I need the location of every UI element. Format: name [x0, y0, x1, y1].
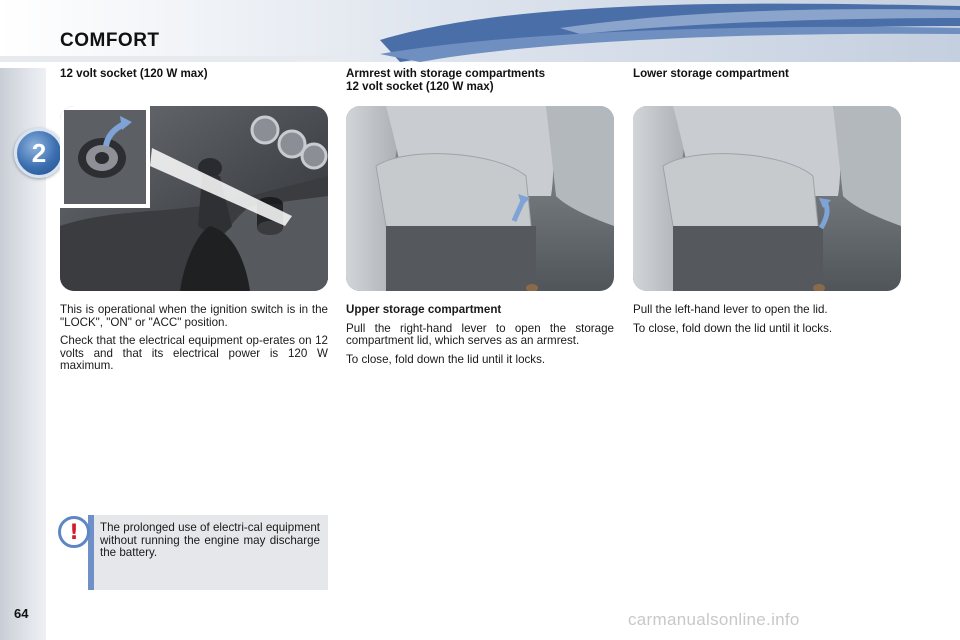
- subheading: Upper storage compartment: [346, 303, 502, 316]
- heading-line: 12 volt socket (120 W max): [346, 80, 494, 93]
- upper-storage-description: [346, 304, 614, 372]
- paragraph: To close, fold down the lid until it locks.: [633, 321, 833, 335]
- paragraph: To close, fold down the lid until it locks.: [346, 352, 546, 366]
- lower-storage-illustration: [633, 106, 901, 291]
- heading-line: Armrest with storage compartments: [346, 67, 546, 80]
- paragraph: Pull the right-hand lever to open the storage compartment lid, which serves as an armrest.: [346, 321, 614, 348]
- warning-text: The prolonged use of electri-cal equipment without running the engine may discharge the battery.: [100, 521, 320, 560]
- paragraph: This is operational when the ignition switch is in the "LOCK", "ON" or "ACC" position.: [60, 303, 328, 329]
- page-number: 64: [14, 606, 29, 621]
- heading-12v-socket: [60, 67, 208, 80]
- chapter-tab[interactable]: 2: [14, 128, 64, 178]
- heading-armrest: [346, 67, 545, 93]
- warning-icon: !: [58, 516, 90, 548]
- heading-line: Lower storage compartment: [633, 67, 789, 80]
- paragraph: Pull the left-hand lever to open the lid.: [633, 303, 828, 316]
- page-title: COMFORT: [60, 30, 160, 51]
- heading-line: 12 volt socket (120 W max): [60, 67, 208, 80]
- paragraph: Check that the electrical equipment op-erates on 12 volts and that its electrical power is 120 W maximum.: [60, 334, 328, 373]
- armrest-upper-illustration: [346, 106, 614, 291]
- heading-lower-storage: [633, 67, 789, 80]
- socket-illustration: [60, 106, 328, 291]
- lower-storage-description: [633, 304, 901, 341]
- watermark: carmanualsonline.info: [628, 610, 800, 629]
- socket-description: [60, 304, 328, 379]
